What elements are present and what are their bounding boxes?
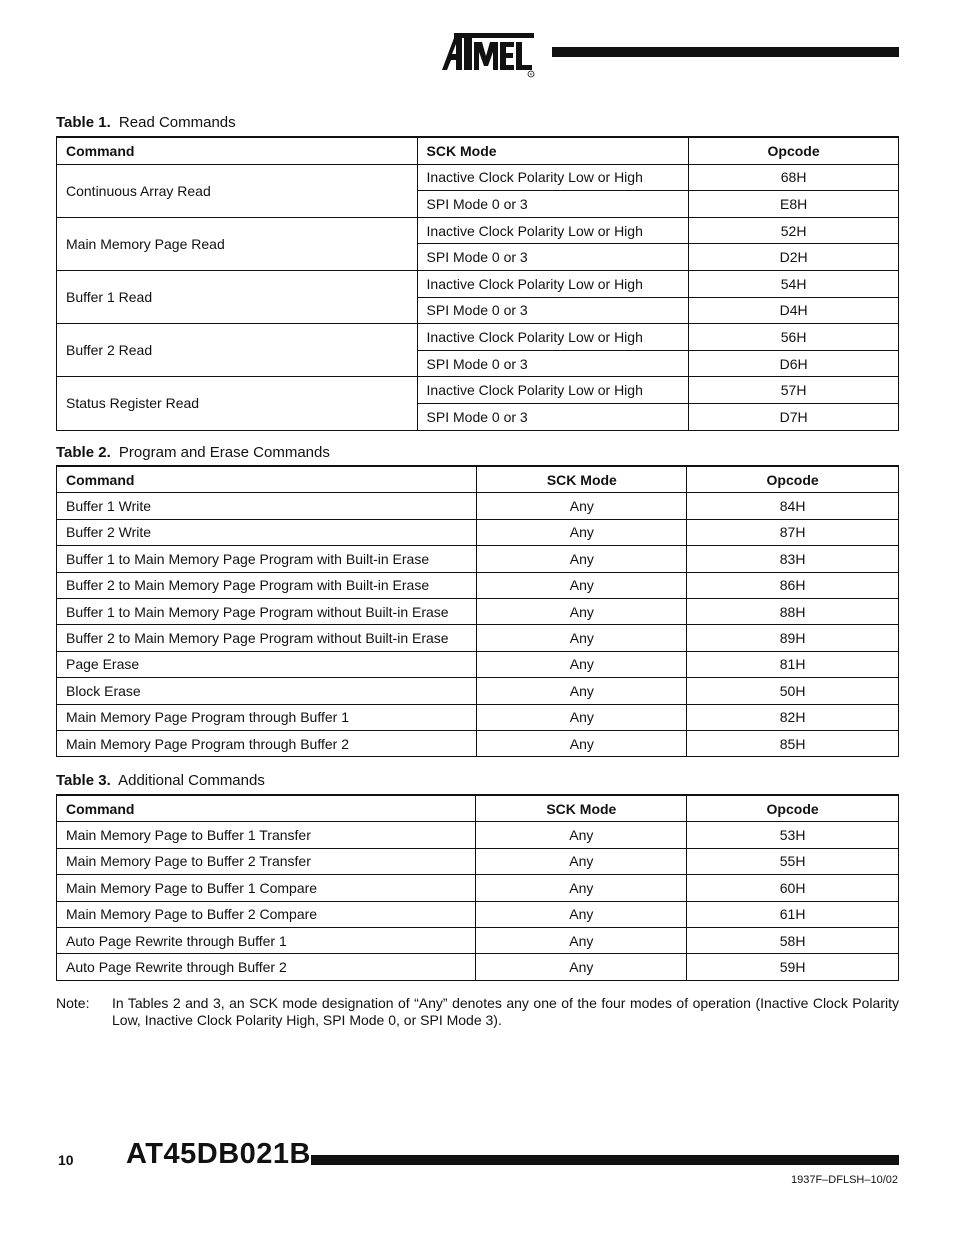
opcode-cell: 58H	[687, 927, 899, 953]
table-header-row	[57, 137, 899, 164]
opcode-cell: 57H	[689, 377, 899, 404]
command-cell: Page Erase	[57, 651, 477, 677]
sck-mode-cell: Inactive Clock Polarity Low or High	[417, 377, 689, 404]
table-row	[57, 270, 899, 297]
table-row	[57, 324, 899, 351]
command-cell: Block Erase	[57, 678, 477, 704]
command-cell: Main Memory Page to Buffer 1 Compare	[57, 875, 476, 901]
opcode-cell: 85H	[687, 730, 899, 756]
table2-caption-label: Table 2.	[56, 444, 111, 461]
table3-caption	[56, 772, 265, 789]
table-row	[57, 704, 899, 730]
table1-caption-label: Table 1.	[56, 114, 111, 131]
table-row	[57, 954, 899, 980]
opcode-cell: 54H	[689, 270, 899, 297]
command-cell: Buffer 2 Read	[57, 324, 418, 377]
sck-mode-cell: SPI Mode 0 or 3	[417, 350, 689, 377]
opcode-cell: 81H	[687, 651, 899, 677]
column-header-opcode: Opcode	[687, 466, 899, 493]
table3-caption-label: Table 3.	[56, 772, 111, 789]
sck-mode-cell: Inactive Clock Polarity Low or High	[417, 164, 689, 191]
table-row	[57, 927, 899, 953]
opcode-cell: E8H	[689, 191, 899, 218]
column-header-sck-mode: SCK Mode	[417, 137, 689, 164]
sck-mode-cell: Any	[477, 651, 687, 677]
command-cell: Main Memory Page to Buffer 1 Transfer	[57, 822, 476, 848]
sck-mode-cell: SPI Mode 0 or 3	[417, 244, 689, 271]
table1-caption-title: Read Commands	[118, 114, 236, 131]
product-title: AT45DB021B	[126, 1138, 311, 1170]
table-row	[57, 875, 899, 901]
note-text: In Tables 2 and 3, an SCK mode designation of “Any” denotes any one of the four modes of operation (Inactive Clock Polarity Low, Inactive Clock Polarity High, SPI Mode 0, or SPI Mode 3).	[112, 995, 899, 1028]
sck-mode-cell: Any	[476, 901, 687, 927]
header-rule	[552, 47, 899, 57]
command-cell: Main Memory Page to Buffer 2 Compare	[57, 901, 476, 927]
opcode-cell: D6H	[689, 350, 899, 377]
table-row	[57, 848, 899, 874]
program-erase-commands-table	[56, 465, 899, 757]
command-cell: Buffer 1 to Main Memory Page Program without Built-in Erase	[57, 598, 477, 624]
opcode-cell: 87H	[687, 519, 899, 545]
sck-mode-cell: SPI Mode 0 or 3	[417, 297, 689, 324]
table-row	[57, 822, 899, 848]
table-row	[57, 651, 899, 677]
footer-rule	[311, 1155, 899, 1165]
svg-text:R: R	[529, 71, 533, 77]
sck-mode-cell: Any	[477, 493, 687, 519]
column-header-sck-mode: SCK Mode	[476, 795, 687, 822]
table2-caption	[56, 444, 330, 461]
command-cell: Buffer 1 Read	[57, 270, 418, 323]
opcode-cell: 59H	[687, 954, 899, 980]
table-row	[57, 217, 899, 244]
command-cell: Main Memory Page Read	[57, 217, 418, 270]
sck-mode-cell: Any	[477, 625, 687, 651]
command-cell: Main Memory Page Program through Buffer 2	[57, 730, 477, 756]
opcode-cell: 56H	[689, 324, 899, 351]
command-cell: Continuous Array Read	[57, 164, 418, 217]
opcode-cell: 50H	[687, 678, 899, 704]
sck-mode-cell: Any	[477, 704, 687, 730]
sck-mode-cell: Any	[477, 598, 687, 624]
sck-mode-cell: Any	[476, 927, 687, 953]
opcode-cell: D4H	[689, 297, 899, 324]
table-row	[57, 377, 899, 404]
atmel-logo-icon	[440, 30, 536, 78]
table-row	[57, 164, 899, 191]
opcode-cell: 83H	[687, 546, 899, 572]
table-row	[57, 901, 899, 927]
table-row	[57, 519, 899, 545]
read-commands-table	[56, 136, 899, 431]
opcode-cell: 86H	[687, 572, 899, 598]
additional-commands-table	[56, 794, 899, 981]
table-header-row	[57, 795, 899, 822]
opcode-cell: 61H	[687, 901, 899, 927]
opcode-cell: 52H	[689, 217, 899, 244]
command-cell: Buffer 2 Write	[57, 519, 477, 545]
table3-caption-title: Additional Commands	[118, 772, 265, 789]
sck-mode-cell: Any	[476, 875, 687, 901]
column-header-opcode: Opcode	[687, 795, 899, 822]
opcode-cell: 60H	[687, 875, 899, 901]
table-row	[57, 546, 899, 572]
sck-mode-cell: Inactive Clock Polarity Low or High	[417, 270, 689, 297]
command-cell: Buffer 2 to Main Memory Page Program with Built-in Erase	[57, 572, 477, 598]
sck-mode-cell: Any	[476, 822, 687, 848]
column-header-opcode: Opcode	[689, 137, 899, 164]
sck-mode-cell: SPI Mode 0 or 3	[417, 403, 689, 430]
opcode-cell: 84H	[687, 493, 899, 519]
sck-mode-cell: Any	[477, 519, 687, 545]
column-header-command: Command	[57, 137, 418, 164]
command-cell: Buffer 1 Write	[57, 493, 477, 519]
table-row	[57, 493, 899, 519]
sck-mode-cell: Any	[476, 954, 687, 980]
command-cell: Main Memory Page to Buffer 2 Transfer	[57, 848, 476, 874]
sck-mode-cell: SPI Mode 0 or 3	[417, 191, 689, 218]
opcode-cell: 55H	[687, 848, 899, 874]
opcode-cell: 82H	[687, 704, 899, 730]
table-row	[57, 598, 899, 624]
column-header-command: Command	[57, 466, 477, 493]
command-cell: Auto Page Rewrite through Buffer 2	[57, 954, 476, 980]
table-row	[57, 572, 899, 598]
opcode-cell: 53H	[687, 822, 899, 848]
table-row	[57, 625, 899, 651]
opcode-cell: 89H	[687, 625, 899, 651]
sck-mode-cell: Any	[477, 546, 687, 572]
note-label: Note:	[56, 995, 90, 1011]
sck-mode-cell: Any	[477, 678, 687, 704]
command-cell: Auto Page Rewrite through Buffer 1	[57, 927, 476, 953]
command-cell: Main Memory Page Program through Buffer 1	[57, 704, 477, 730]
opcode-cell: D7H	[689, 403, 899, 430]
opcode-cell: D2H	[689, 244, 899, 271]
table-row	[57, 678, 899, 704]
document-id: 1937F–DFLSH–10/02	[790, 1174, 898, 1186]
table-row	[57, 730, 899, 756]
command-cell: Buffer 1 to Main Memory Page Program with Built-in Erase	[57, 546, 477, 572]
sck-mode-cell: Any	[477, 730, 687, 756]
page-number: 10	[58, 1152, 74, 1168]
command-cell: Buffer 2 to Main Memory Page Program without Built-in Erase	[57, 625, 477, 651]
column-header-command: Command	[57, 795, 476, 822]
sck-mode-cell: Any	[476, 848, 687, 874]
table1-caption	[56, 114, 236, 131]
table-header-row	[57, 466, 899, 493]
column-header-sck-mode: SCK Mode	[477, 466, 687, 493]
opcode-cell: 68H	[689, 164, 899, 191]
table2-caption-title: Program and Erase Commands	[118, 444, 330, 461]
sck-mode-cell: Any	[477, 572, 687, 598]
sck-mode-cell: Inactive Clock Polarity Low or High	[417, 217, 689, 244]
command-cell: Status Register Read	[57, 377, 418, 430]
sck-mode-cell: Inactive Clock Polarity Low or High	[417, 324, 689, 351]
opcode-cell: 88H	[687, 598, 899, 624]
